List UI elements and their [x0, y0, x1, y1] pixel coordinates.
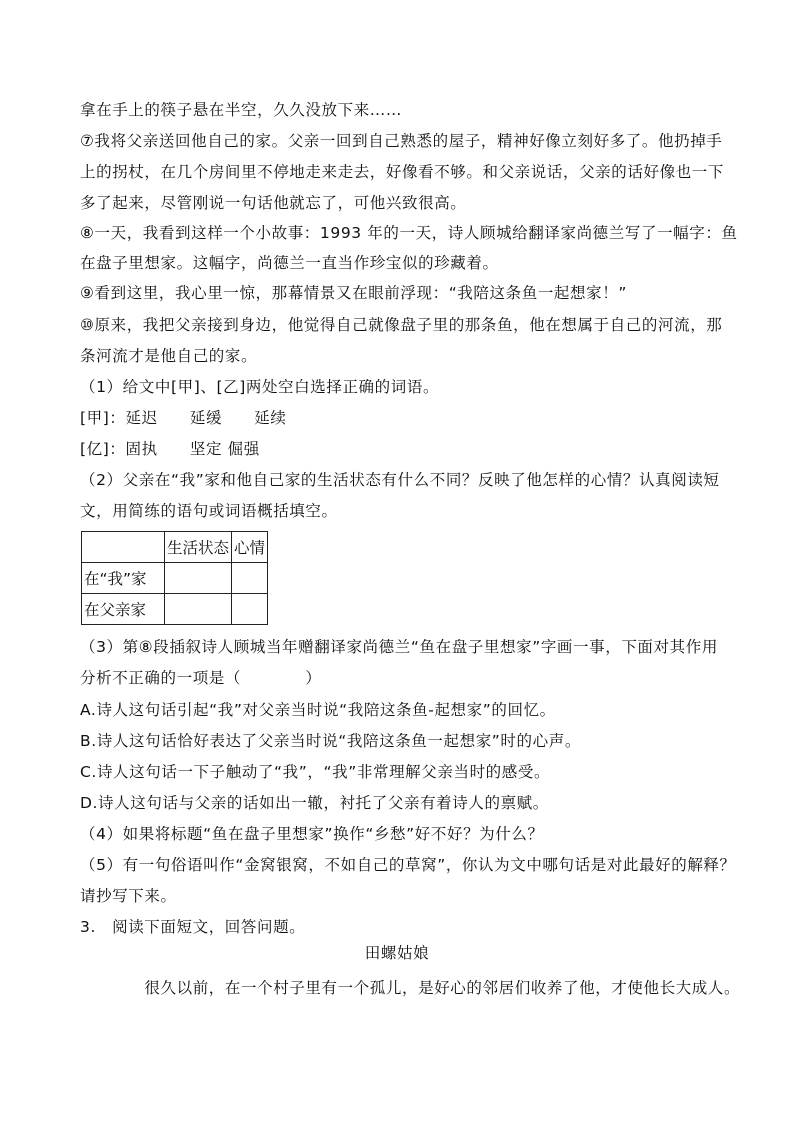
- text-line: 上的拐杖，在几个房间里不停地走来走去，好像看不够。和父亲说话，父亲的话好像也一下: [80, 163, 725, 181]
- question-1: （1）给文中[甲]、[乙]两处空白选择正确的词语。: [80, 378, 440, 396]
- text-line: 拿在手上的筷子悬在半空，久久没放下来……: [80, 101, 403, 119]
- text-line: 条河流才是他自己的家。: [80, 347, 258, 365]
- option-d: D.诗人这句话与父亲的话如出一辙，衬托了父亲有着诗人的禀赋。: [80, 794, 549, 812]
- text-line: ⑧一天，我看到这样一个小故事：1993 年的一天，诗人顾城给翻译家尚德兰写了一幅字：鱼: [80, 224, 738, 242]
- table-header-row: [82, 532, 268, 563]
- option-b: B.诗人这句话恰好表达了父亲当时说“我陪这条鱼一起想家”时的心声。: [80, 732, 581, 750]
- options-yi: [亿]：固执 坚定 倔强: [80, 440, 260, 458]
- story-first-line: 很久以前，在一个村子里有一个孤儿，是好心的邻居们收养了他，才使他长大成人。: [80, 979, 741, 997]
- answer-table: [81, 531, 268, 625]
- text-line: 多了起来，尽管刚说一句话他就忘了，可他兴致很高。: [80, 194, 467, 212]
- question-4: （4）如果将标题“鱼在盘子里想家”换作“乡愁”好不好？为什么？: [80, 825, 544, 843]
- table-cell: 在父亲家: [82, 594, 165, 625]
- text-line: 在盘子里想家。这幅字，尚德兰一直当作珍宝似的珍藏着。: [80, 254, 499, 272]
- table-cell: 心情: [232, 532, 268, 563]
- question-3: （3）第⑧段插叙诗人顾城当年赠翻译家尚德兰“鱼在盘子里想家”字画一事，下面对其作用: [80, 638, 718, 656]
- table-row: [82, 594, 268, 625]
- table-cell: 生活状态: [165, 532, 232, 563]
- question-5: （5）有一句俗语叫作“金窝银窝，不如自己的草窝”，你认为文中哪句话是对此最好的解释？: [80, 856, 736, 874]
- story-title: 田螺姑娘: [364, 944, 430, 962]
- text-line: ⑦我将父亲送回他自己的家。父亲一回到自己熟悉的屋子，精神好像立刻好多了。他扔掉手: [80, 132, 723, 150]
- question-3-cont: 分析不正确的一项是（ ）: [80, 669, 322, 687]
- table-cell: 在“我”家: [82, 563, 165, 594]
- question-2: （2）父亲在“我”家和他自己家的生活状态有什么不同？反映了他怎样的心情？认真阅读短: [80, 471, 720, 489]
- options-jia: [甲]：延迟 延缓 延续: [80, 409, 287, 427]
- table-cell: [82, 532, 165, 563]
- table-cell: [165, 563, 232, 594]
- table-cell: [232, 563, 268, 594]
- text-line: ⑨看到这里，我心里一惊，那幕情景又在眼前浮现：“我陪这条鱼一起想家！”: [80, 284, 627, 302]
- question-2-cont: 文，用简练的语句或词语概括填空。: [80, 502, 338, 520]
- text-line: ⑩原来，我把父亲接到身边，他觉得自己就像盘子里的那条鱼，他在想属于自己的河流，那: [80, 316, 723, 334]
- option-a: A.诗人这句话引起“我”对父亲当时说“我陪这条鱼-起想家”的回忆。: [80, 701, 556, 719]
- table-row: [82, 563, 268, 594]
- option-c: C.诗人这句话一下子触动了“我”，“我”非常理解父亲当时的感受。: [80, 763, 551, 781]
- question-5-cont: 请抄写下来。: [80, 887, 177, 905]
- section-3-heading: 3. 阅读下面短文，回答问题。: [80, 918, 306, 936]
- table-cell: [232, 594, 268, 625]
- table-cell: [165, 594, 232, 625]
